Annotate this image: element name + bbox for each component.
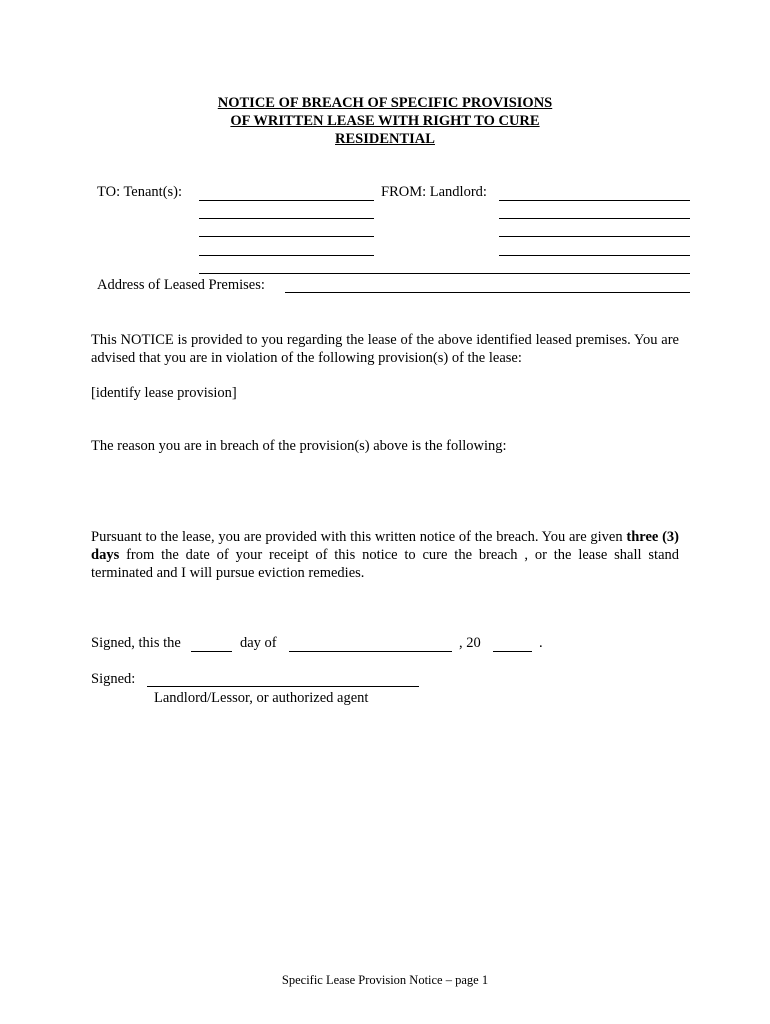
title-line-2: OF WRITTEN LEASE WITH RIGHT TO CURE (230, 113, 540, 129)
landlord-blank-4[interactable] (499, 255, 690, 256)
to-tenant-label: TO: Tenant(s): (97, 184, 183, 200)
signature-blank[interactable] (147, 686, 419, 687)
signed-this-the-label: Signed, this the (91, 635, 181, 651)
year-blank[interactable] (493, 651, 532, 652)
tenant-blank-2[interactable] (199, 218, 374, 219)
notice-paragraph: This NOTICE is provided to you regarding the lease of the above identified leased premises. You are advised that you are in violation of the following provision(s) of the lease: (91, 332, 679, 366)
day-blank[interactable] (191, 651, 232, 652)
landlord-blank-2[interactable] (499, 218, 690, 219)
tenant-blank-1[interactable] (199, 200, 374, 201)
address-blank[interactable] (285, 292, 690, 293)
cure-text-1: Pursuant to the lease, you are provided with this written notice of the breach. You are given (91, 529, 627, 545)
reason-paragraph: The reason you are in breach of the provision(s) above is the following: (91, 438, 507, 454)
cure-paragraph (91, 528, 679, 582)
party-extra-blank[interactable] (199, 273, 690, 274)
cure-days-bold: three (3) days (91, 529, 679, 563)
date-period: . (539, 635, 543, 651)
month-blank[interactable] (289, 651, 452, 652)
landlord-blank-3[interactable] (499, 236, 690, 237)
day-of-label: day of (240, 635, 277, 651)
signer-caption: Landlord/Lessor, or authorized agent (154, 690, 369, 706)
title-line-1: NOTICE OF BREACH OF SPECIFIC PROVISIONS (217, 95, 553, 111)
provision-placeholder: [identify lease provision] (91, 385, 237, 401)
title-line-3: RESIDENTIAL (335, 131, 435, 147)
tenant-blank-4[interactable] (199, 255, 374, 256)
signed-label: Signed: (91, 671, 136, 687)
cure-text-2: from the date of your receipt of this notice to cure the breach , or the lease shall stand terminated and I will pursue eviction remedies. (91, 547, 679, 581)
tenant-blank-3[interactable] (199, 236, 374, 237)
page-footer: Specific Lease Provision Notice – page 1 (281, 973, 489, 987)
from-landlord-label: FROM: Landlord: (381, 184, 487, 200)
year-prefix: , 20 (459, 635, 481, 651)
address-label: Address of Leased Premises: (97, 277, 265, 293)
landlord-blank-1[interactable] (499, 200, 690, 201)
